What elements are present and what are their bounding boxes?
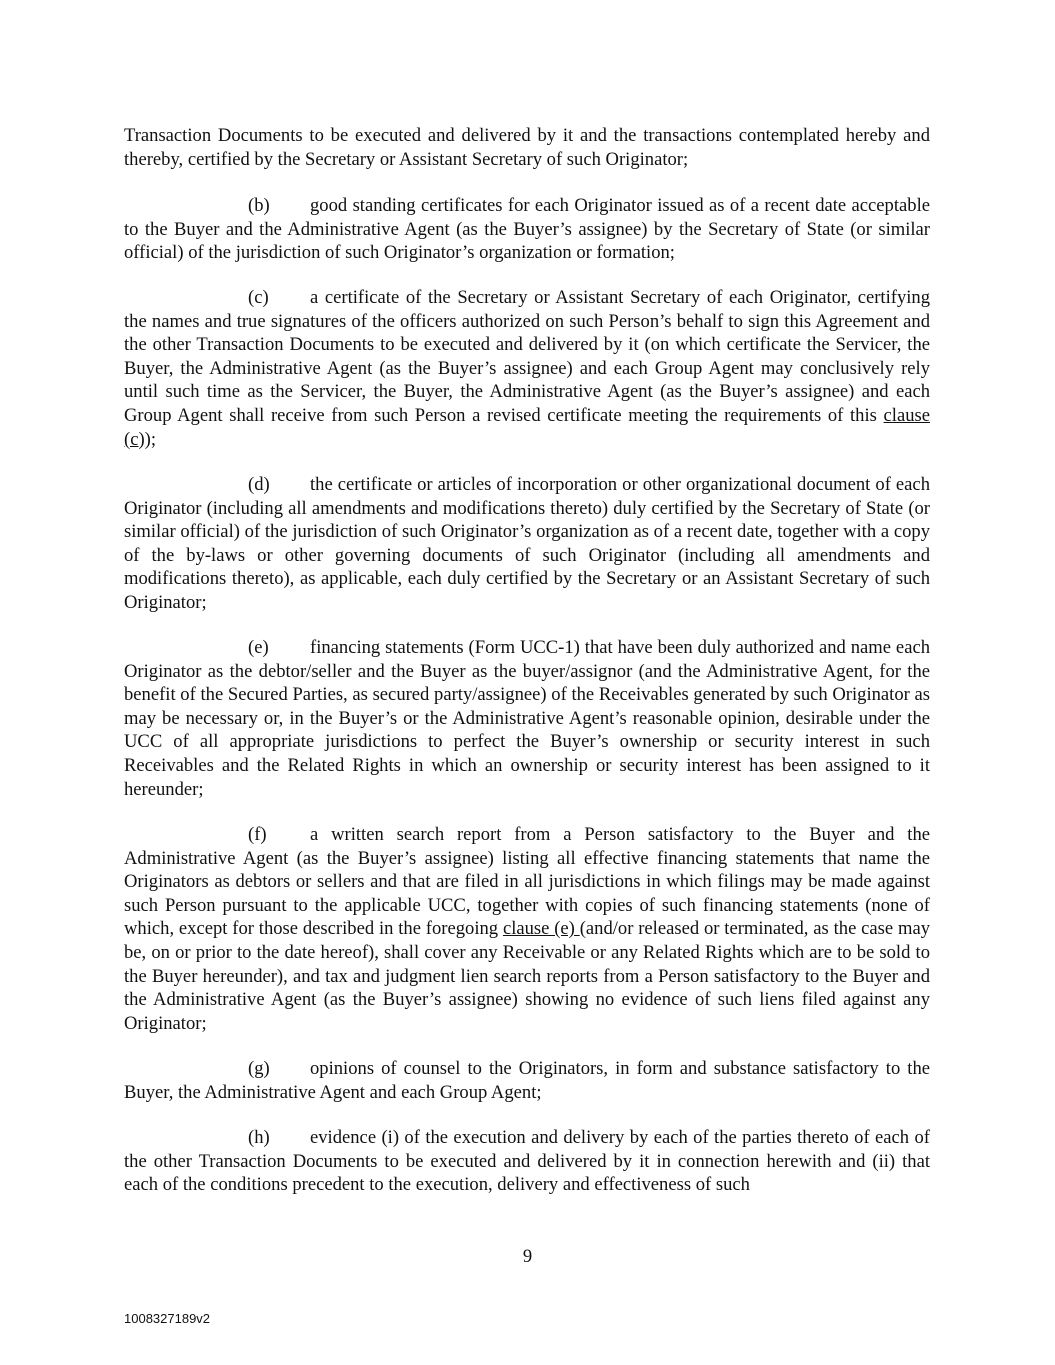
clause-label: (g) <box>248 1058 270 1079</box>
clause-e-reference: clause (e) <box>502 918 580 940</box>
clause-d-paragraph: (d) the certificate or articles of incorporation or other organizational document of each Originator (including all amendments and modifications thereto) duly certified by the Secretary of State (or similar official) of the jurisdiction of such Originator’s organization as of a recent date, together with a copy of the by-laws or other governing documents of such Originator (including all amendments and modifications thereto), as applicable, each duly certified by the Secretary or an Assistant Secretary of such Originator; <box>124 474 930 613</box>
clause-c-reference: clause (c) <box>124 404 930 450</box>
clause-e-paragraph: (e) financing statements (Form UCC-1) that have been duly authorized and name each Originator as the debtor/seller and the Buyer as the buyer/assignor (and the Administrative Agent, for the benefit of the Secured Parties, as secured party/assignee) of the Receivables generated by such Originator as may be necessary or, in the Buyer’s or the Administrative Agent’s reasonable opinion, desirable under the UCC of all appropriate jurisdictions to perfect the Buyer’s ownership or security interest in such Receivables and the Related Rights in which an ownership or security interest has been assigned to it hereunder; <box>124 637 930 800</box>
document-id: 1008327189v2 <box>124 1311 211 1326</box>
clause-b-paragraph: (b) good standing certificates for each Originator issued as of a recent date acceptable to the Buyer and the Administrative Agent (as the Buyer’s assignee) by the Secretary of State (or similar official) of the jurisdiction of such Originator’s organization or formation; <box>124 195 930 264</box>
clause-label: (c) <box>248 287 269 308</box>
clause-h-paragraph: (h) evidence (i) of the execution and delivery by each of the parties thereto of each of the other Transaction Documents to be executed and delivered by it in connection herewith and (ii) that each of the conditions precedent to the execution, delivery and effectiveness of such <box>124 1127 930 1196</box>
clause-label: (f) <box>248 824 267 845</box>
clause-label: (h) <box>248 1127 270 1148</box>
intro-paragraph: Transaction Documents to be executed and delivered by it and the transactions contemplated hereby and thereby, certified by the Secretary or Assistant Secretary of such Originator; <box>124 125 930 170</box>
clause-label: (d) <box>248 474 270 495</box>
clause-label: (e) <box>248 637 269 658</box>
clause-f-paragraph: (f) a written search report from a Person satisfactory to the Buyer and the Administrative Agent (as the Buyer’s assignee) listing all effective financing statements that name the Originators as debtors or sellers and that are filed in all jurisdictions in which filings may be made against such Person pursuant to the applicable UCC, together with copies of such financing statements (none of which, except for those described in the foregoing clause (e) (and/or released or terminated, as the case may be, on or prior to the date hereof), shall cover any Receivable or any Related Rights which are to be sold to the Buyer hereunder), and tax and judgment lien search reports from a Person satisfactory to the Buyer and the Administrative Agent (as the Buyer’s assignee) showing no evidence of such liens filed against any Originator; <box>124 824 930 1034</box>
clause-g-paragraph: (g) opinions of counsel to the Originators, in form and substance satisfactory to the Buyer, the Administrative Agent and each Group Agent; <box>124 1058 930 1103</box>
clause-label: (b) <box>248 195 270 216</box>
clause-c-paragraph: (c) a certificate of the Secretary or Assistant Secretary of each Originator, certifying the names and true signatures of the officers authorized on such Person’s behalf to sign this Agreement and the other Transaction Documents to be executed and delivered by it (on which certificate the Servicer, the Buyer, the Administrative Agent (as the Buyer’s assignee) and each Group Agent may conclusively rely until such time as the Servicer, the Buyer, the Administrative Agent (as the Buyer’s assignee) and each Group Agent shall receive from such Person a revised certificate meeting the requirements of this clause (c)); <box>124 287 930 450</box>
page-number: 9 <box>522 1246 533 1267</box>
